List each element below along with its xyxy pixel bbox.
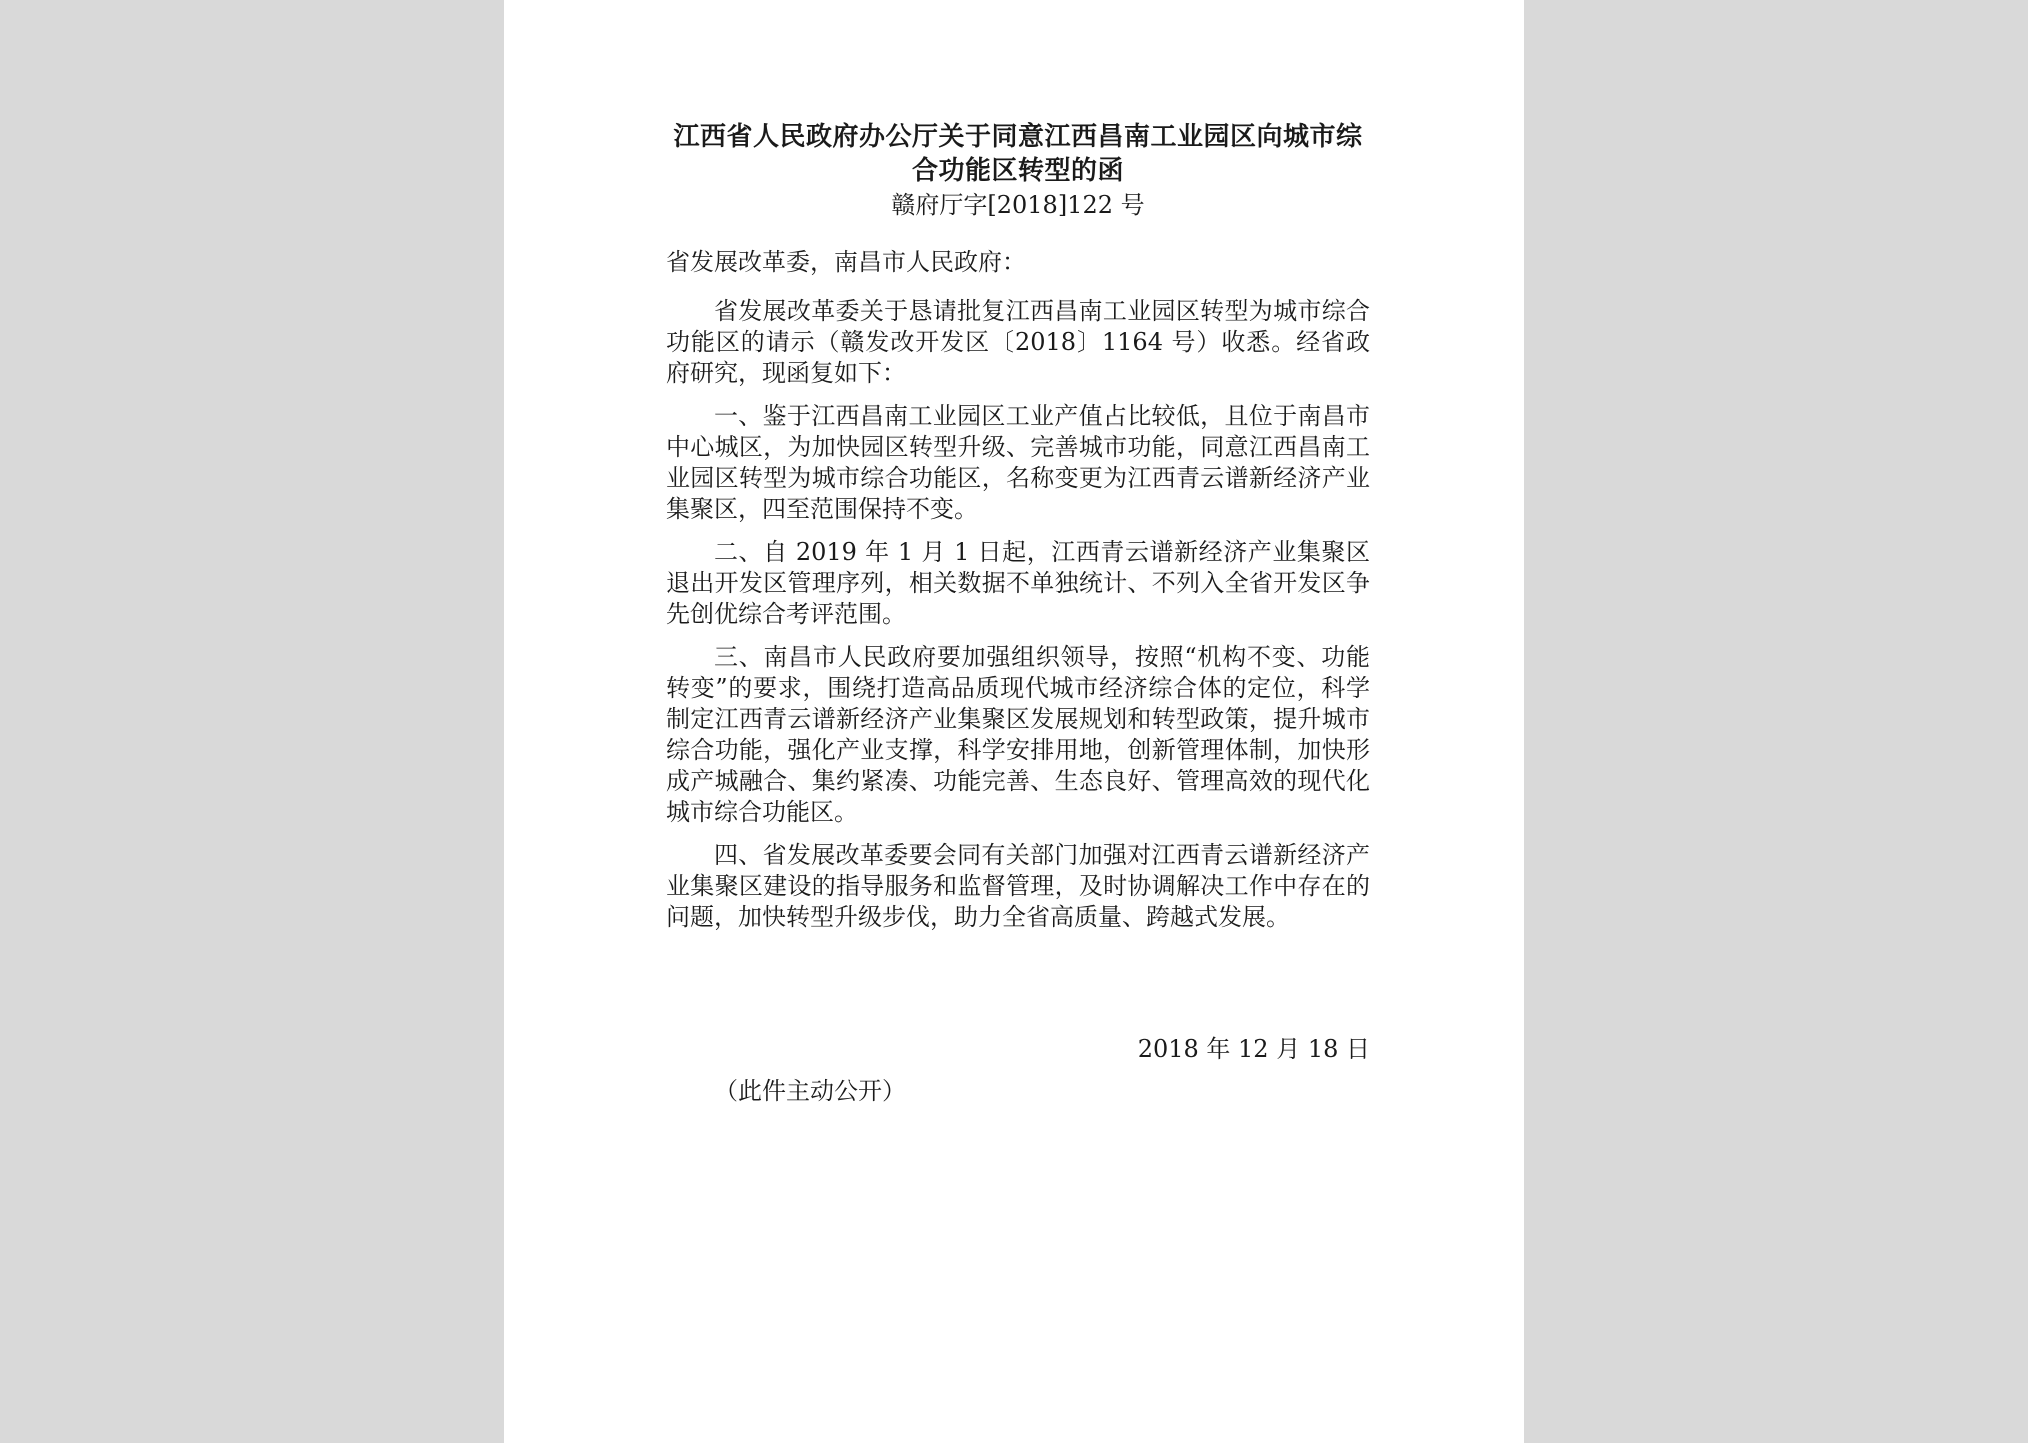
document-date: 2018 年 12 月 18 日 xyxy=(1137,1035,1370,1063)
document-title: 江西省人民政府办公厅关于同意江西昌南工业园区向城市综合功能区转型的函 xyxy=(673,122,1363,186)
document-number: 赣府厅字[2018]122 号 xyxy=(891,191,1145,219)
document-content xyxy=(666,120,1370,1107)
paragraph-intro: 省发展改革委关于恳请批复江西昌南工业园区转型为城市综合功能区的请示（赣发改开发区〔2018〕1164 号）收悉。经省政府研究，现函复如下： xyxy=(666,297,1370,387)
paragraph-item-4: 四、省发展改革委要会同有关部门加强对江西青云谱新经济产业集聚区建设的指导服务和监督管理，及时协调解决工作中存在的问题，加快转型升级步伐，助力全省高质量、跨越式发展。 xyxy=(666,841,1370,931)
document-page xyxy=(504,0,1524,1443)
paragraph-item-2: 二、自 2019 年 1 月 1 日起，江西青云谱新经济产业集聚区退出开发区管理序列，相关数据不单独统计、不列入全省开发区争先创优综合考评范围。 xyxy=(666,538,1370,628)
paragraph-item-3: 三、南昌市人民政府要加强组织领导，按照“机构不变、功能转变”的要求，围绕打造高品质现代城市经济综合体的定位，科学制定江西青云谱新经济产业集聚区发展规划和转型政策，提升城市综合功能，强化产业支撑，科学安排用地，创新管理体制，加快形成产城融合、集约紧凑、功能完善、生态良好、管理高效的现代化城市综合功能区。 xyxy=(666,643,1370,826)
paragraph-item-1: 一、鉴于江西昌南工业园区工业产值占比较低，且位于南昌市中心城区，为加快园区转型升级、完善城市功能，同意江西昌南工业园区转型为城市综合功能区，名称变更为江西青云谱新经济产业集聚区，四至范围保持不变。 xyxy=(666,402,1370,523)
addressee: 省发展改革委，南昌市人民政府： xyxy=(666,248,1026,276)
disclosure-note: （此件主动公开） xyxy=(714,1077,906,1105)
